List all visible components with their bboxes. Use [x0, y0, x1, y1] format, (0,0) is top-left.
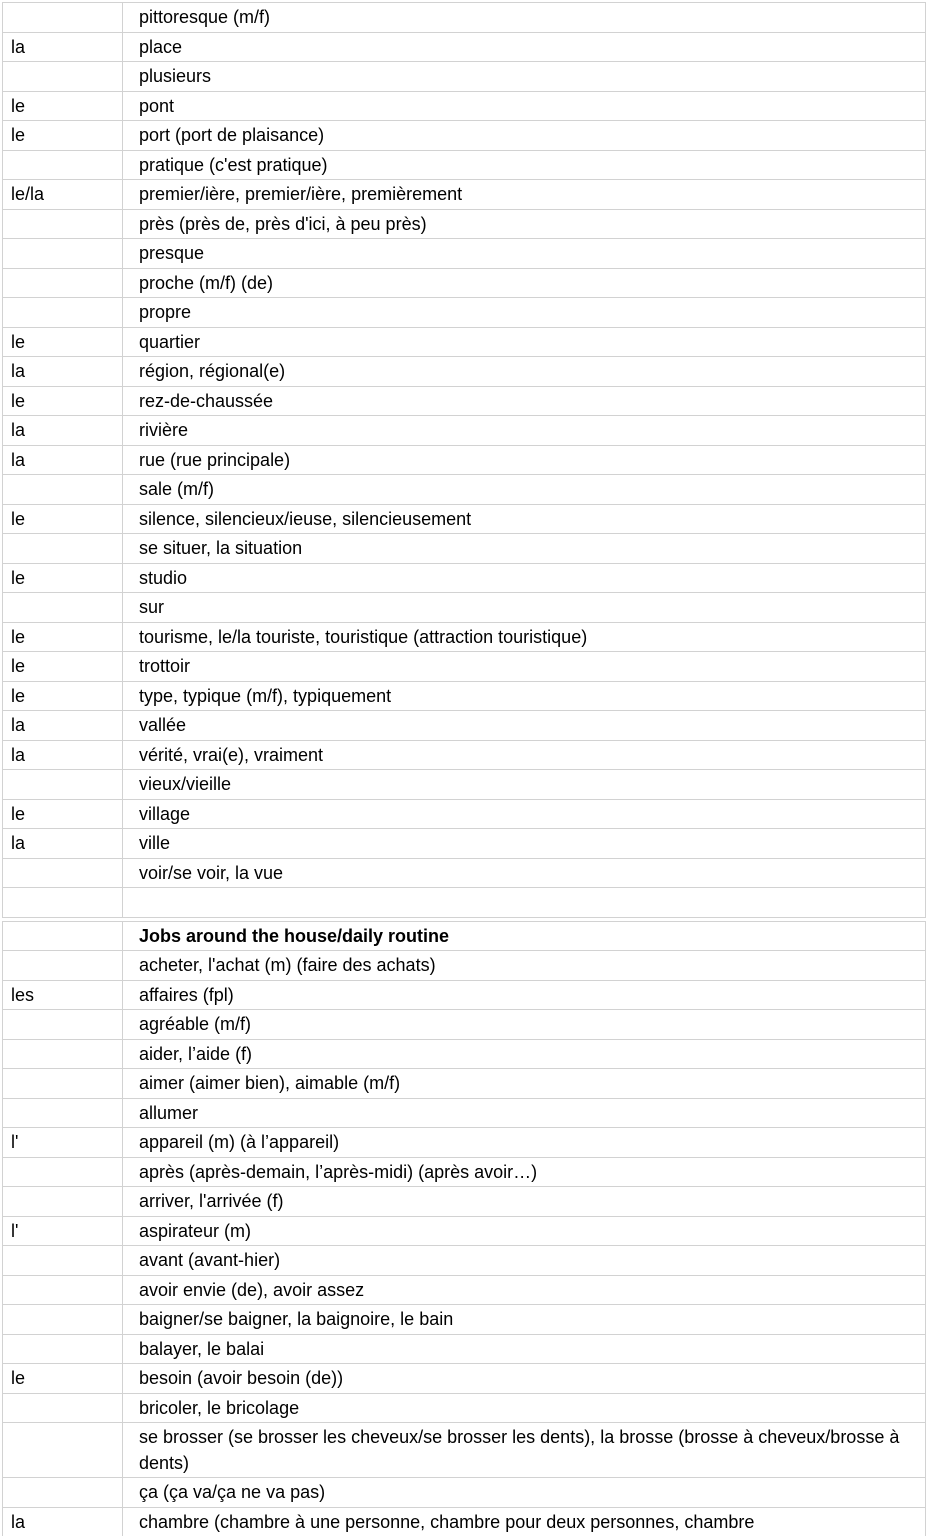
term-cell: studio [123, 563, 926, 593]
term-cell: rez-de-chaussée [123, 386, 926, 416]
term-cell: avoir envie (de), avoir assez [123, 1275, 926, 1305]
article-cell: le [3, 386, 123, 416]
term-cell: village [123, 799, 926, 829]
table-row [3, 593, 926, 623]
term-cell: baigner/se baigner, la baignoire, le bain [123, 1305, 926, 1335]
table-row [3, 1423, 926, 1478]
vocab-table-jobs-body [3, 921, 926, 1536]
article-cell [3, 239, 123, 269]
table-row [3, 622, 926, 652]
article-cell [3, 62, 123, 92]
table-row [3, 1275, 926, 1305]
article-cell [3, 1305, 123, 1335]
term-cell: appareil (m) (à l’appareil) [123, 1128, 926, 1158]
section-heading: Jobs around the house/daily routine [123, 921, 926, 951]
term-cell: type, typique (m/f), typiquement [123, 681, 926, 711]
table-row [3, 91, 926, 121]
term-cell: vallée [123, 711, 926, 741]
article-cell: le [3, 799, 123, 829]
table-row [3, 681, 926, 711]
article-cell: le [3, 622, 123, 652]
term-cell [123, 888, 926, 918]
term-cell: après (après-demain, l’après-midi) (après avoir…) [123, 1157, 926, 1187]
term-cell: rivière [123, 416, 926, 446]
table-row [3, 1187, 926, 1217]
term-cell: près (près de, près d'ici, à peu près) [123, 209, 926, 239]
table-row [3, 1305, 926, 1335]
article-cell: le [3, 91, 123, 121]
section-heading-row [3, 921, 926, 951]
article-cell [3, 534, 123, 564]
table-row [3, 121, 926, 151]
table-row [3, 445, 926, 475]
term-cell: arriver, l'arrivée (f) [123, 1187, 926, 1217]
article-cell: l' [3, 1128, 123, 1158]
article-cell [3, 150, 123, 180]
table-row [3, 652, 926, 682]
table-row [3, 268, 926, 298]
article-cell: le/la [3, 180, 123, 210]
table-row [3, 3, 926, 33]
table-row [3, 209, 926, 239]
article-cell [3, 1275, 123, 1305]
term-cell: ça (ça va/ça ne va pas) [123, 1478, 926, 1508]
term-cell: vérité, vrai(e), vraiment [123, 740, 926, 770]
term-cell: région, régional(e) [123, 357, 926, 387]
term-cell: affaires (fpl) [123, 980, 926, 1010]
article-cell [3, 770, 123, 800]
table-row [3, 327, 926, 357]
term-cell: besoin (avoir besoin (de)) [123, 1364, 926, 1394]
table-row [3, 1507, 926, 1536]
table-row [3, 740, 926, 770]
term-cell: place [123, 32, 926, 62]
article-cell [3, 1246, 123, 1276]
table-row [3, 1393, 926, 1423]
term-cell: aider, l’aide (f) [123, 1039, 926, 1069]
term-cell: aspirateur (m) [123, 1216, 926, 1246]
term-cell: se situer, la situation [123, 534, 926, 564]
table-row [3, 1098, 926, 1128]
term-cell: pratique (c'est pratique) [123, 150, 926, 180]
table-row [3, 1478, 926, 1508]
vocab-table-places-body [3, 3, 926, 918]
table-row [3, 888, 926, 918]
article-cell [3, 1423, 123, 1478]
table-row [3, 504, 926, 534]
table-row [3, 951, 926, 981]
article-cell: les [3, 980, 123, 1010]
article-cell: le [3, 563, 123, 593]
table-row [3, 1216, 926, 1246]
vocab-table-jobs [2, 921, 926, 1536]
article-cell [3, 1010, 123, 1040]
table-row [3, 62, 926, 92]
term-cell: chambre (chambre à une personne, chambre pour deux personnes, chambre [123, 1507, 926, 1536]
table-row [3, 1010, 926, 1040]
article-cell [3, 1187, 123, 1217]
article-cell: la [3, 740, 123, 770]
term-cell: propre [123, 298, 926, 328]
table-row [3, 1246, 926, 1276]
table-row [3, 239, 926, 269]
article-cell: la [3, 445, 123, 475]
term-cell: bricoler, le bricolage [123, 1393, 926, 1423]
article-cell [3, 298, 123, 328]
table-row [3, 416, 926, 446]
article-cell [3, 3, 123, 33]
term-cell: pittoresque (m/f) [123, 3, 926, 33]
term-cell: tourisme, le/la touriste, touristique (attraction touristique) [123, 622, 926, 652]
table-row [3, 386, 926, 416]
table-row [3, 1069, 926, 1099]
term-cell: port (port de plaisance) [123, 121, 926, 151]
table-row [3, 799, 926, 829]
article-cell [3, 268, 123, 298]
term-cell: sale (m/f) [123, 475, 926, 505]
table-row [3, 770, 926, 800]
term-cell: se brosser (se brosser les cheveux/se brosser les dents), la brosse (brosse à cheveux/brosse à dents) [123, 1423, 926, 1478]
term-cell: quartier [123, 327, 926, 357]
term-cell: trottoir [123, 652, 926, 682]
term-cell: proche (m/f) (de) [123, 268, 926, 298]
term-cell: sur [123, 593, 926, 623]
table-row [3, 1157, 926, 1187]
article-cell [3, 951, 123, 981]
term-cell: ville [123, 829, 926, 859]
term-cell: premier/ière, premier/ière, premièrement [123, 180, 926, 210]
term-cell: pont [123, 91, 926, 121]
table-row [3, 180, 926, 210]
article-cell: le [3, 327, 123, 357]
term-cell: balayer, le balai [123, 1334, 926, 1364]
article-cell [3, 1478, 123, 1508]
table-row [3, 475, 926, 505]
article-cell: la [3, 416, 123, 446]
article-cell: l' [3, 1216, 123, 1246]
table-row [3, 1334, 926, 1364]
table-row [3, 298, 926, 328]
table-row [3, 563, 926, 593]
article-cell: le [3, 681, 123, 711]
term-cell: agréable (m/f) [123, 1010, 926, 1040]
term-cell: aimer (aimer bien), aimable (m/f) [123, 1069, 926, 1099]
table-row [3, 1364, 926, 1394]
term-cell: vieux/vieille [123, 770, 926, 800]
article-cell: la [3, 1507, 123, 1536]
article-cell [3, 921, 123, 951]
article-cell: la [3, 357, 123, 387]
table-row [3, 980, 926, 1010]
term-cell: plusieurs [123, 62, 926, 92]
table-row [3, 1039, 926, 1069]
article-cell [3, 593, 123, 623]
term-cell: acheter, l'achat (m) (faire des achats) [123, 951, 926, 981]
article-cell: la [3, 829, 123, 859]
term-cell: presque [123, 239, 926, 269]
article-cell [3, 858, 123, 888]
article-cell [3, 1039, 123, 1069]
article-cell: le [3, 652, 123, 682]
vocab-table-places [2, 2, 926, 918]
term-cell: voir/se voir, la vue [123, 858, 926, 888]
article-cell: le [3, 504, 123, 534]
article-cell [3, 888, 123, 918]
article-cell [3, 1334, 123, 1364]
table-row [3, 858, 926, 888]
table-row [3, 1128, 926, 1158]
article-cell: la [3, 32, 123, 62]
article-cell [3, 475, 123, 505]
table-row [3, 150, 926, 180]
article-cell [3, 209, 123, 239]
term-cell: rue (rue principale) [123, 445, 926, 475]
term-cell: allumer [123, 1098, 926, 1128]
article-cell [3, 1393, 123, 1423]
article-cell [3, 1157, 123, 1187]
table-row [3, 32, 926, 62]
table-row [3, 829, 926, 859]
table-row [3, 711, 926, 741]
article-cell: le [3, 121, 123, 151]
table-row [3, 534, 926, 564]
term-cell: avant (avant-hier) [123, 1246, 926, 1276]
article-cell: la [3, 711, 123, 741]
article-cell: le [3, 1364, 123, 1394]
term-cell: silence, silencieux/ieuse, silencieusement [123, 504, 926, 534]
article-cell [3, 1098, 123, 1128]
table-row [3, 357, 926, 387]
article-cell [3, 1069, 123, 1099]
